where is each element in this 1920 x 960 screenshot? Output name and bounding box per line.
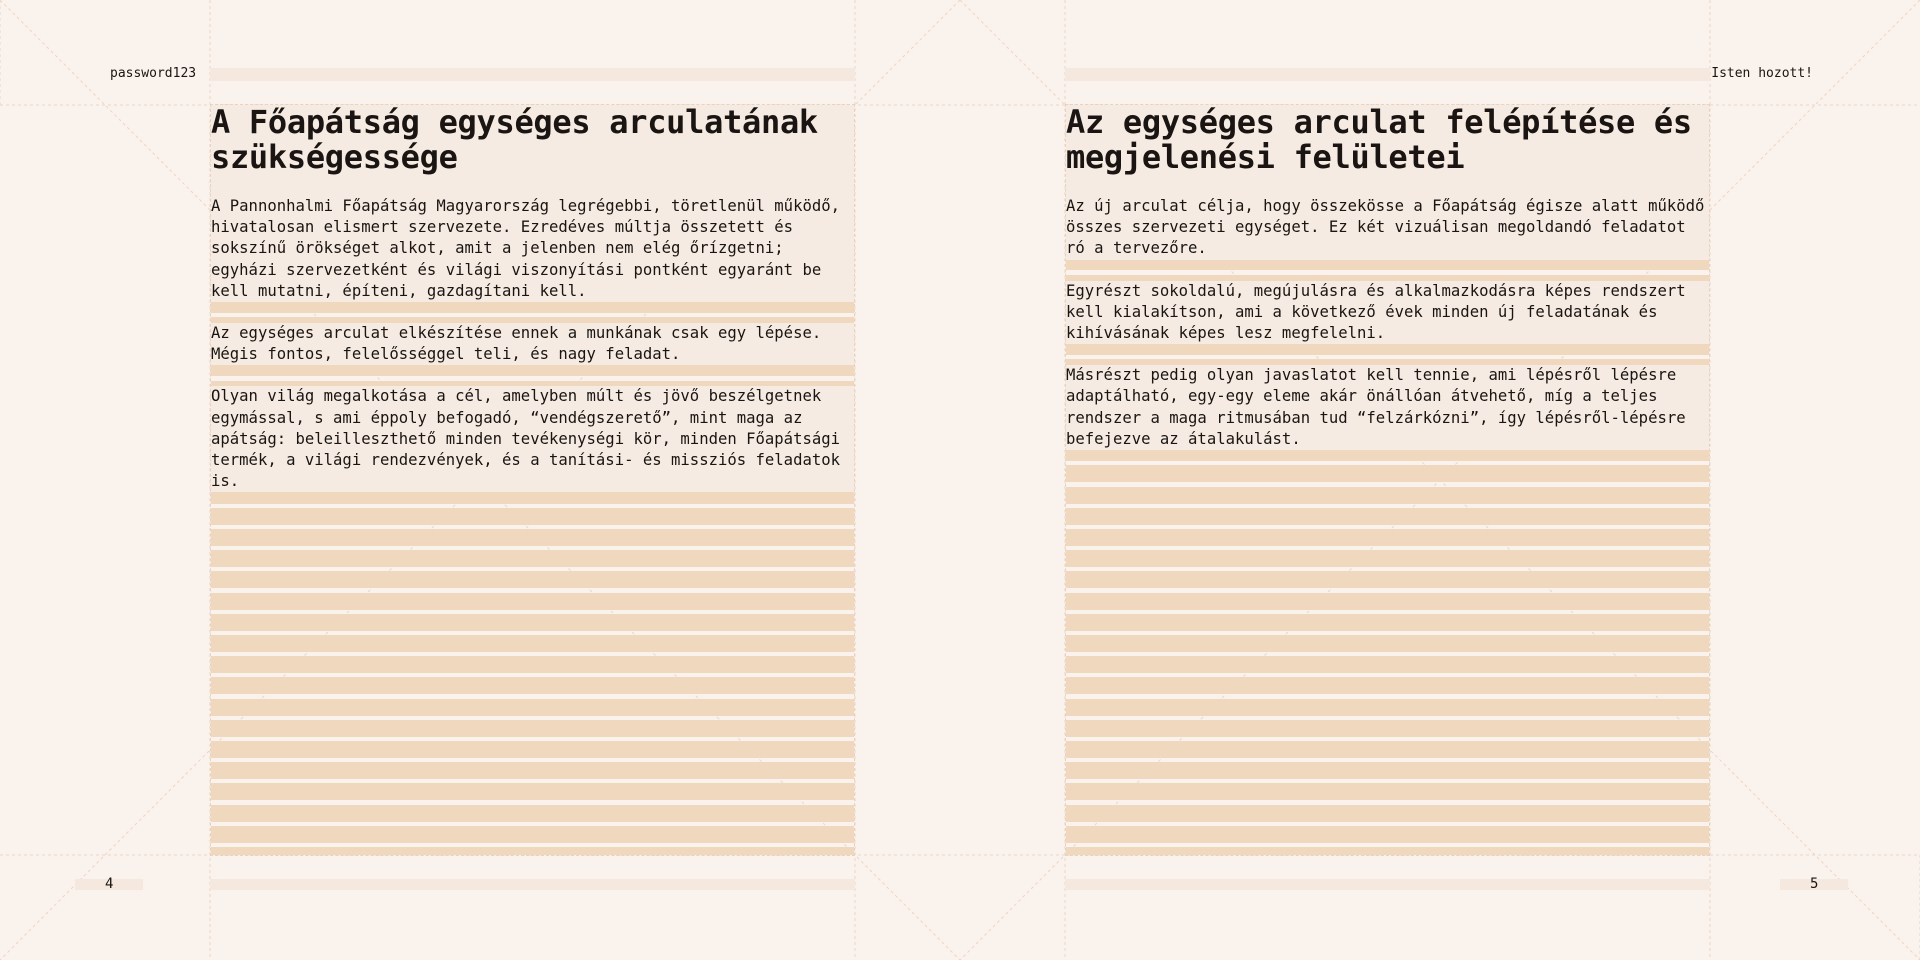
- grid-stripe: [1066, 699, 1709, 716]
- grid-stripe: [211, 529, 854, 546]
- left-running-head: password123: [110, 66, 197, 81]
- grid-stripe: [211, 571, 854, 588]
- left-paragraph-2: Az egységes arculat elkészítése ennek a munkának csak egy lépése. Mégis fontos, felelősséggel teli, és nagy feladat.: [211, 324, 822, 364]
- grid-stripe: [211, 635, 854, 652]
- left-page-number: 4: [105, 876, 114, 892]
- grid-stripe: [1066, 720, 1709, 737]
- grid-stripe: [1066, 677, 1709, 694]
- left-content: [211, 105, 854, 492]
- grid-stripe: [211, 656, 854, 673]
- right-footer-band: [1065, 879, 1710, 890]
- right-paragraph-3: Másrészt pedig olyan javaslatot kell tennie, ami lépésről lépésre adaptálható, egy-egy eleme akár önállóan átvehető, míg a teljes rendszer a maga ritmusában tud “felzárkózni”, így lépésről-lépésre befejezve az átalakulást.: [1066, 366, 1686, 448]
- left-page-title: A Főapátság egységes arculatának szükségessége: [211, 104, 818, 176]
- grid-stripe: [1066, 571, 1709, 588]
- right-page-number: 5: [1810, 876, 1819, 892]
- grid-stripe: [1066, 550, 1709, 567]
- grid-stripe: [211, 699, 854, 716]
- right-page-title: Az egységes arculat felépítése és megjelenési felületei: [1066, 104, 1692, 176]
- left-paragraph-1: A Pannonhalmi Főapátság Magyarország legrégebbi, töretlenül működő, hivatalosan elismert szervezete. Ezredéves múltja összetett és sokszínű örökséget alkot, amit a jelenben nem elég őrízgetni; egyházi szervezetként és világi viszonyítási pontként egyaránt be kell mutatni, építeni, gazdagítani kell.: [211, 197, 841, 300]
- grid-stripe: [1066, 508, 1709, 525]
- right-running-head: Isten hozott!: [1711, 66, 1813, 81]
- grid-stripe: [211, 847, 854, 856]
- right-text-block: [1065, 104, 1710, 856]
- left-header-band: [210, 68, 855, 81]
- grid-stripe: [1066, 762, 1709, 779]
- grid-stripe: [1066, 741, 1709, 758]
- grid-stripe: [1066, 656, 1709, 673]
- grid-stripe: [211, 550, 854, 567]
- grid-stripe: [1066, 465, 1709, 482]
- grid-stripe: [1066, 826, 1709, 843]
- right-header-band: [1065, 68, 1710, 81]
- right-content: [1066, 105, 1709, 450]
- right-paragraph-1: Az új arculat célja, hogy összekösse a Főapátság égisze alatt működő összes szervezeti egységet. Ez két vizuálisan megoldandó feladatot ró a tervezőre.: [1066, 197, 1705, 258]
- grid-stripe: [211, 783, 854, 800]
- grid-stripe: [1066, 783, 1709, 800]
- grid-stripe: [1066, 847, 1709, 856]
- grid-stripe: [211, 508, 854, 525]
- grid-stripe: [211, 593, 854, 610]
- grid-stripe: [211, 826, 854, 843]
- left-footer-band: [210, 879, 855, 890]
- grid-stripe: [1066, 593, 1709, 610]
- grid-stripe: [211, 677, 854, 694]
- grid-stripe: [1066, 635, 1709, 652]
- grid-stripe: [1066, 614, 1709, 631]
- grid-stripe: [211, 614, 854, 631]
- grid-stripe: [211, 720, 854, 737]
- grid-stripe: [211, 762, 854, 779]
- right-paragraph-2: Egyrészt sokoldalú, megújulásra és alkalmazkodásra képes rendszert kell kialakítson, ami a következő évek minden új feladatának és kihívásának képes lesz megfelelni.: [1066, 281, 1686, 343]
- grid-stripe: [1066, 487, 1709, 504]
- grid-stripe: [211, 741, 854, 758]
- left-paragraph-3: Olyan világ megalkotása a cél, amelyben múlt és jövő beszélgetnek egymással, s ami éppoly befogadó, “vendégszerető”, mint maga az apátság: beleilleszthető minden tevékenységi kör, minden Főapátsági termék, a világi rendezvények, és a tanítási- és missziós feladatok is.: [211, 387, 841, 491]
- grid-stripe: [1066, 805, 1709, 822]
- grid-stripe: [211, 805, 854, 822]
- grid-stripe: [1066, 529, 1709, 546]
- left-text-block: [210, 104, 855, 856]
